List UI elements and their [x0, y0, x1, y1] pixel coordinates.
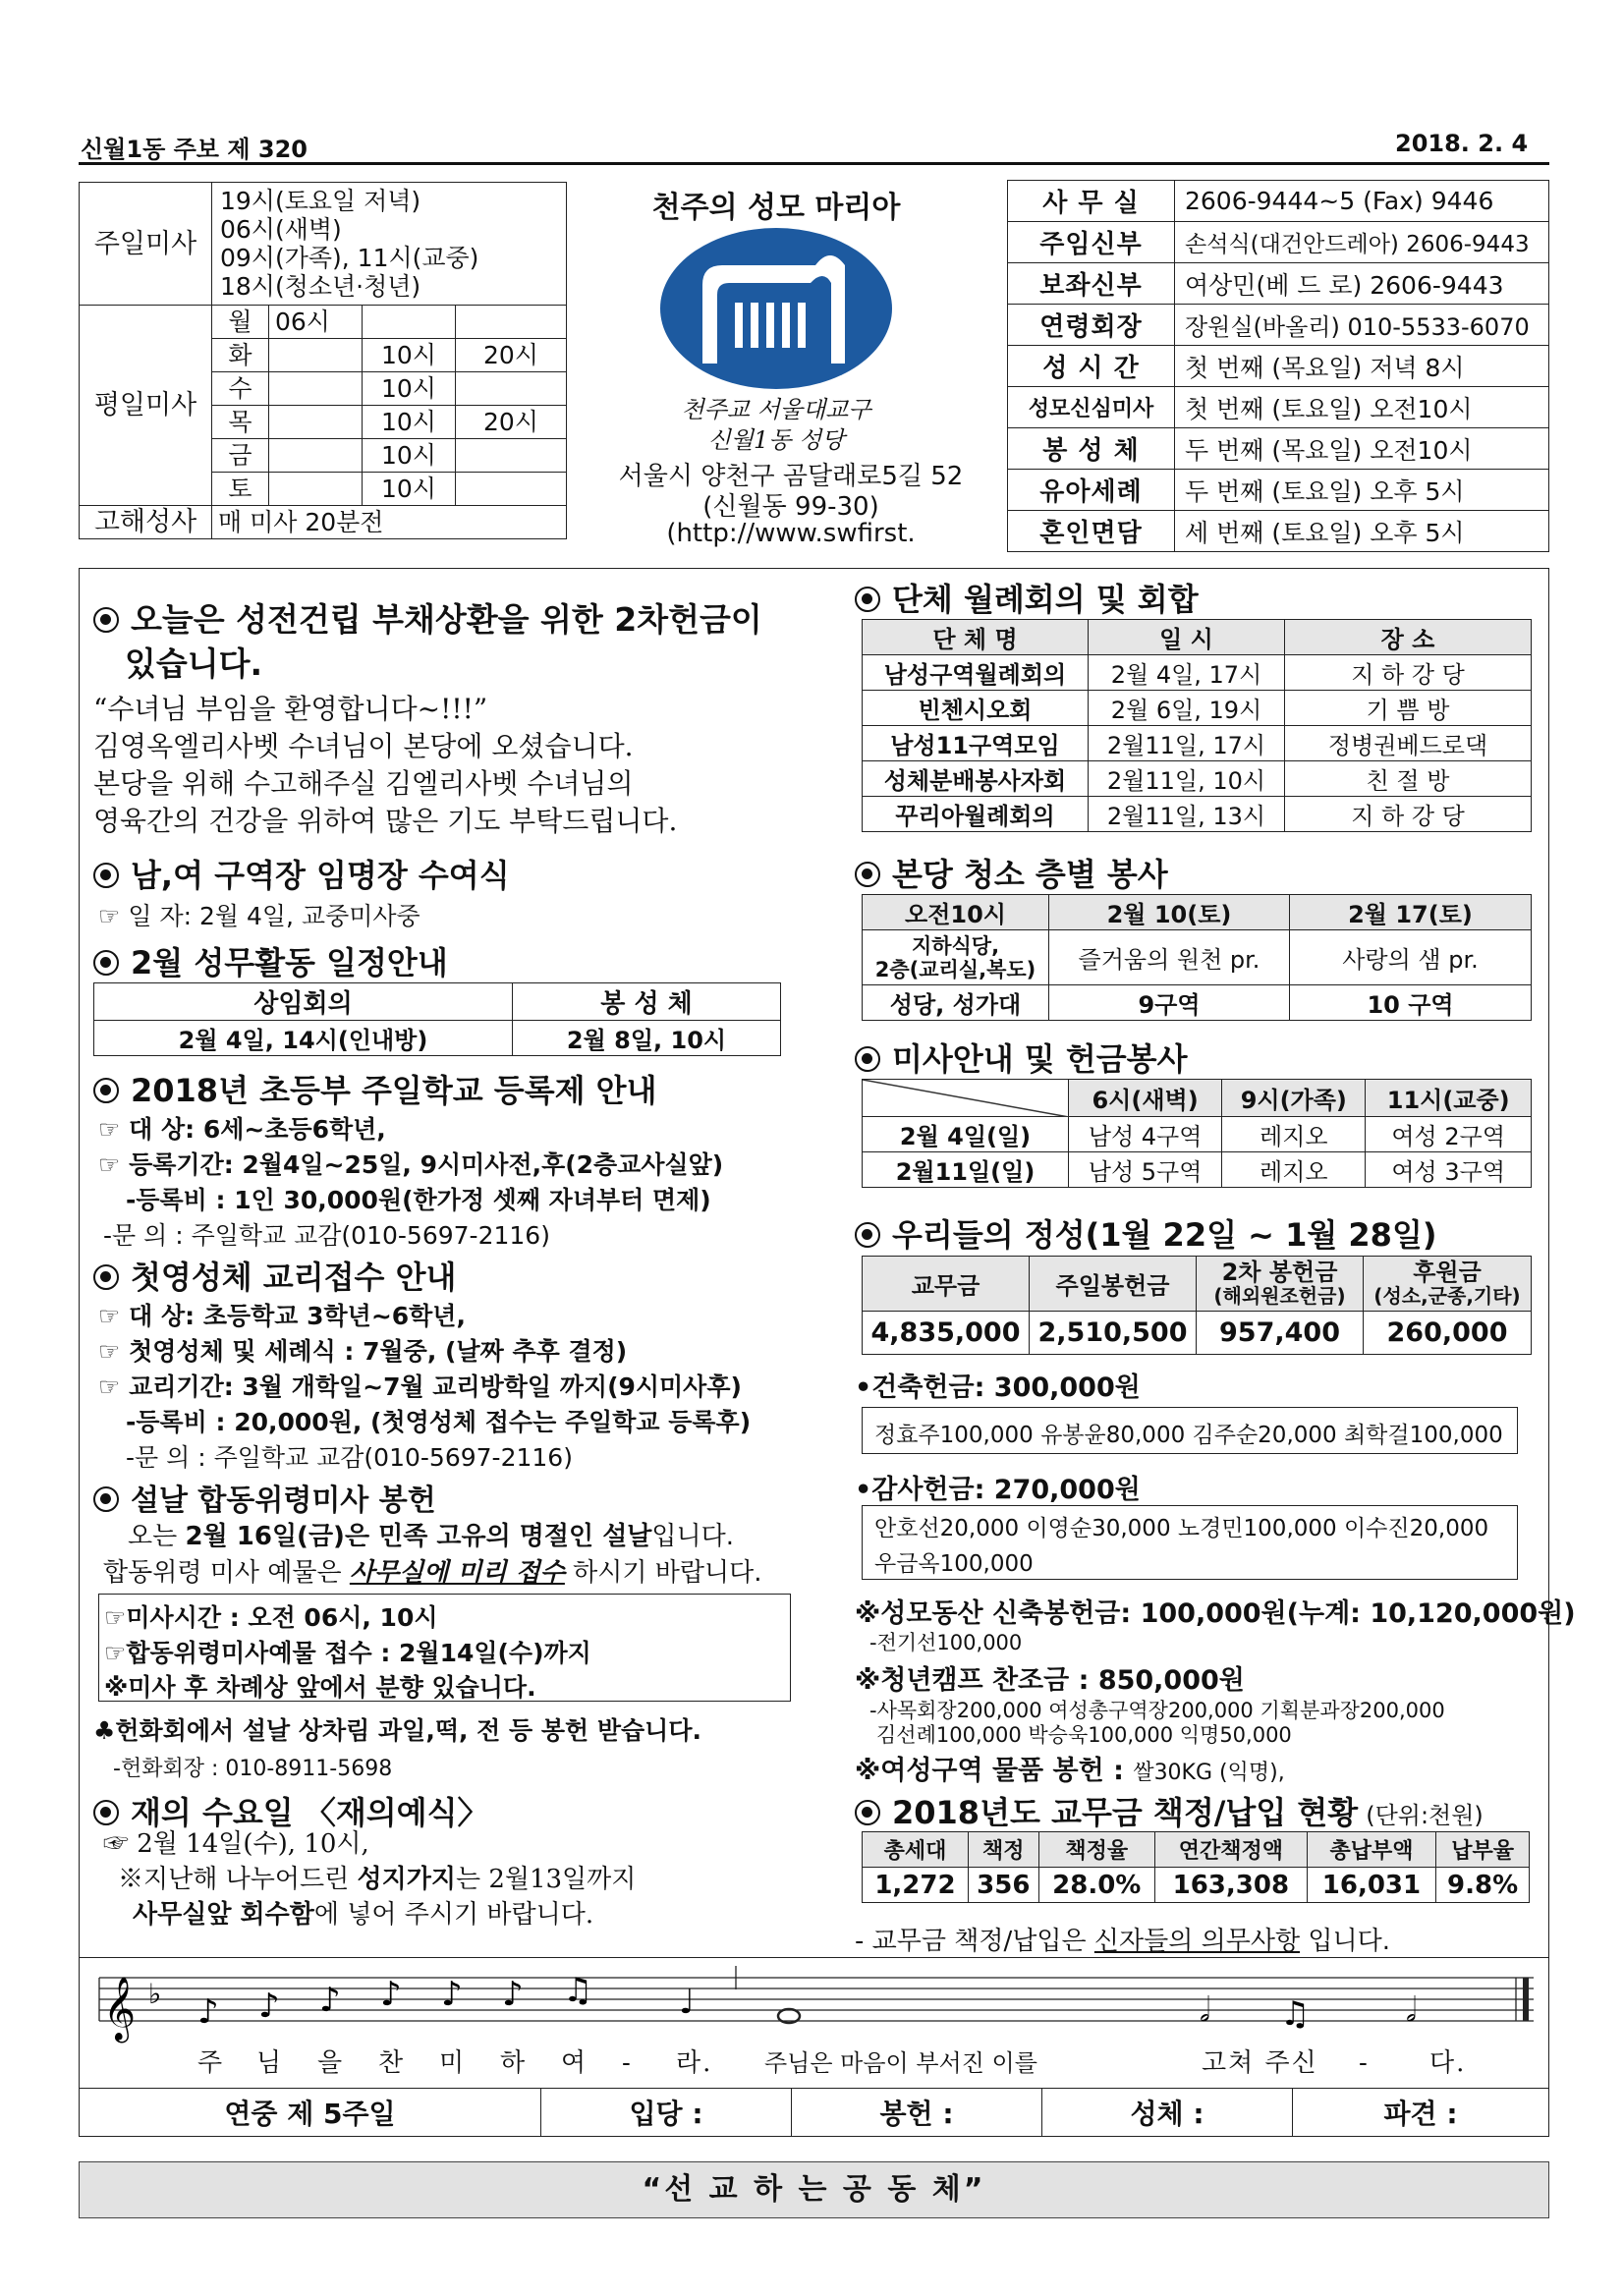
mass-time-header: 6시(새벽) — [1069, 1080, 1222, 1117]
communion-line: ☞ 첫영성체 및 세례식 : 7월중, (날짜 추후 결정) — [98, 1337, 628, 1366]
offering-value: 2,510,500 — [1030, 1312, 1197, 1355]
weekday-time — [456, 473, 567, 506]
cleaning-area-line: 2층(교리실,복도) — [874, 957, 1036, 981]
mass-offering-table — [862, 1079, 1532, 1188]
weekday-time — [456, 439, 567, 473]
offering-header — [1197, 1257, 1364, 1312]
thanks-offering-box — [862, 1505, 1518, 1580]
offering-header-line: 2차 봉헌금 — [1221, 1258, 1338, 1286]
dues-value: 28.0% — [1038, 1868, 1154, 1903]
offering-header — [1364, 1257, 1532, 1312]
info-value: 첫 번째 (목요일) 저녁 8시 — [1175, 346, 1549, 387]
note-icon: ♪ — [380, 1975, 402, 2014]
communion-line: ☞ 교리기간: 3월 개학일~7월 교리방학일 까지(9시미사후) — [98, 1372, 742, 1401]
ash-text-bold: 사무실앞 회수함 — [133, 1900, 314, 1930]
meeting-time: 2월 4일, 17시 — [1089, 655, 1285, 691]
lyric: 찬 — [378, 2048, 406, 2078]
lunar-line — [103, 1552, 762, 1589]
bullet-icon — [93, 1264, 119, 1290]
church-seal-line2: 신월1동 성당 — [707, 426, 845, 454]
header-divider — [79, 162, 1549, 165]
meeting-place: 지 하 강 당 — [1285, 797, 1532, 832]
weekday-time — [269, 372, 363, 406]
building-fund-box — [862, 1407, 1518, 1454]
lyric: 여 — [561, 2048, 588, 2078]
lunar-text-bold: 2월 16일(금)은 민족 고유의 명절인 설날 — [185, 1522, 652, 1551]
welcome-line: 영육간의 건강을 위하여 많은 기도 부탁드립니다. — [93, 805, 678, 837]
treble-clef-icon: 𝄞 — [103, 1977, 137, 2041]
confession-label: 고해성사 — [80, 506, 212, 539]
cleaning-team: 9구역 — [1049, 985, 1290, 1021]
mass-time-header: 11시(교중) — [1366, 1080, 1532, 1117]
cleaning-area — [863, 930, 1049, 985]
ash-text: 에 넣어 주시기 바랍니다. — [313, 1900, 594, 1930]
ash-line: ☞ 2월 14일(수), 10시, — [103, 1829, 369, 1859]
sunday-school-line: ☞ 대 상: 6세~초등6학년, — [98, 1115, 386, 1144]
youth-camp-names: 김선례100,000 박승욱100,000 익명50,000 — [876, 1723, 1292, 1747]
note-icon: 𝅗𝅥 — [1200, 1990, 1210, 2030]
offering-header-line: (성소,군종,기타) — [1373, 1283, 1521, 1308]
lyric: 주 — [197, 2048, 225, 2078]
weekday-day: 수 — [212, 372, 269, 406]
meeting-header: 일 시 — [1089, 620, 1285, 655]
note-icon: ♪ — [441, 1975, 463, 2014]
meeting-header: 장 소 — [1285, 620, 1532, 655]
lyric: - — [622, 2048, 633, 2078]
sunday-time: 06시(새벽) — [220, 215, 342, 244]
contact-info-table — [1007, 180, 1549, 552]
section-title-group-meetings — [855, 575, 1199, 620]
meeting-place: 정병권베드로댁 — [1285, 726, 1532, 761]
weekday-mass-label: 평일미사 — [80, 306, 212, 506]
lunar-notice-box — [98, 1594, 791, 1702]
bullet-icon — [855, 1800, 880, 1825]
sunday-mass-label: 주일미사 — [80, 183, 212, 306]
offering-value: 4,835,000 — [863, 1312, 1030, 1355]
mass-date: 2월 4일(일) — [863, 1117, 1069, 1152]
weekday-time — [456, 372, 567, 406]
section-title-dues-status — [855, 1788, 1484, 1833]
meeting-group: 빈첸시오회 — [863, 691, 1089, 726]
meeting-time: 2월11일, 13시 — [1089, 797, 1285, 832]
building-fund-title: •건축헌금: 300,000원 — [855, 1372, 1141, 1403]
section-title-text: 오늘은 성전건립 부채상환을 위한 2차헌금이 — [131, 600, 762, 639]
church-logo — [658, 226, 894, 391]
section-title-appointment — [93, 851, 510, 896]
bullet-icon — [855, 1222, 880, 1248]
recessional-hymn: 파견 : — [1293, 2089, 1549, 2137]
welcome-line: 김영옥엘리사벳 수녀님이 본당에 오셨습니다. — [93, 730, 634, 762]
dues-note — [855, 1921, 1390, 1957]
dues-header: 총세대 — [863, 1832, 969, 1868]
info-value: 2606-9444~5 (Fax) 9446 — [1175, 181, 1549, 222]
weekday-time: 20시 — [456, 339, 567, 372]
lunar-text: 하시기 바랍니다. — [564, 1558, 762, 1588]
lunar-text: 합동위령 미사 예물은 — [103, 1558, 350, 1588]
note-icon: ♪ — [258, 1987, 280, 2026]
church-address: 서울시 양천구 곰달래로5길 52 — [618, 462, 964, 491]
meeting-group: 남성11구역모임 — [863, 726, 1089, 761]
info-label: 연령회장 — [1008, 305, 1175, 346]
ash-text: 는 2월13일까지 — [455, 1865, 637, 1894]
weekday-time: 20시 — [456, 406, 567, 439]
info-value: 두 번째 (토요일) 오후 5시 — [1175, 470, 1549, 511]
dues-value: 9.8% — [1436, 1868, 1530, 1903]
sunday-time: 18시(청소년·청년) — [220, 272, 421, 301]
cleaning-header: 2월 10(토) — [1049, 895, 1290, 930]
youth-camp-title: ※청년캠프 찬조금 : 850,000원 — [855, 1665, 1245, 1696]
info-label: 보좌신부 — [1008, 263, 1175, 305]
section-title-offerings — [855, 1210, 1436, 1256]
section-title-continued: 있습니다. — [125, 644, 263, 683]
meeting-time: 2월11일, 10시 — [1089, 761, 1285, 797]
bullet-icon — [855, 1046, 880, 1072]
mass-date: 2월11일(일) — [863, 1152, 1069, 1188]
meeting-header: 단 체 명 — [863, 620, 1089, 655]
note-icon: ♫ — [563, 1971, 593, 2010]
bullet-icon — [93, 1486, 119, 1512]
dues-note-text: 입니다. — [1300, 1927, 1390, 1956]
youth-camp-names: -사목회장200,000 여성총구역장200,000 기획분과장200,000 — [869, 1699, 1445, 1722]
lyric: - — [1359, 2048, 1370, 2078]
section-title-text: 미사안내 및 헌금봉사 — [892, 1040, 1188, 1078]
women-donation-title: ※여성구역 물품 봉헌 : — [855, 1756, 1134, 1786]
weekday-time: 10시 — [363, 406, 456, 439]
sunday-time: 19시(토요일 저녁) — [220, 187, 421, 215]
lyric: 하 — [500, 2048, 528, 2078]
meeting-place: 친 절 방 — [1285, 761, 1532, 797]
church-title: 천주의 성모 마리아 — [651, 191, 901, 225]
weekday-day: 월 — [212, 306, 269, 339]
dues-unit: (단위:천원) — [1366, 1802, 1484, 1829]
mass-time-header: 9시(가족) — [1222, 1080, 1366, 1117]
section-title-text: 2018년 초등부 주일학교 등록제 안내 — [131, 1072, 657, 1109]
note-icon: 𝅗𝅥 — [1406, 1990, 1417, 2030]
lunar-text: 오는 — [128, 1522, 186, 1551]
section-title-text: 단체 월례회의 및 회합 — [892, 581, 1199, 618]
lunar-text-emphasis: 사무실에 미리 접수 — [349, 1558, 565, 1588]
women-donation — [855, 1749, 1285, 1787]
lyric: 라. — [676, 2048, 713, 2078]
info-label: 사 무 실 — [1008, 181, 1175, 222]
meeting-time: 2월 6일, 19시 — [1089, 691, 1285, 726]
communion-line: -문 의 : 주일학교 교감(010-5697-2116) — [126, 1443, 573, 1472]
liturgical-week: 연중 제 5주일 — [80, 2089, 541, 2137]
offering-team: 여성 2구역 — [1366, 1117, 1532, 1152]
confession-value: 매 미사 20분전 — [212, 506, 567, 539]
welcome-quote: “수녀님 부임을 환영합니다~!!!” — [93, 693, 488, 725]
offering-header: 교무금 — [863, 1257, 1030, 1312]
dues-value: 356 — [968, 1868, 1038, 1903]
dues-value: 1,272 — [863, 1868, 969, 1903]
flower-committee-phone: -헌화회장 : 010-8911-5698 — [113, 1757, 393, 1781]
bullet-icon — [855, 587, 880, 612]
info-value: 여상민(베 드 로) 2606-9443 — [1175, 263, 1549, 305]
women-donation-detail: 쌀30KG (익명), — [1133, 1761, 1285, 1785]
lunar-box-line: ☞합동위령미사예물 접수 : 2월14일(수)까지 — [104, 1639, 591, 1667]
ash-text-bold: 성지가지 — [357, 1865, 456, 1894]
dues-note-emphasis: 신자들의 의무사항 — [1093, 1927, 1301, 1956]
thanks-names: 우금옥100,000 — [874, 1551, 1034, 1577]
thanks-offering-title: •감사헌금: 270,000원 — [855, 1475, 1141, 1505]
section-title-text: 2월 성무활동 일정안내 — [131, 944, 448, 981]
schedule-header: 상임회의 — [94, 983, 513, 1021]
meeting-time: 2월11일, 17시 — [1089, 726, 1285, 761]
weekday-day: 목 — [212, 406, 269, 439]
weekday-time — [363, 306, 456, 339]
section-title-text: 재의 수요일 〈재의예식〉 — [131, 1794, 489, 1831]
communion-line: -등록비 : 20,000원, (첫영성체 접수는 주일학교 등록후) — [126, 1408, 752, 1436]
offering-team: 남성 4구역 — [1069, 1117, 1222, 1152]
section-title-text: 첫영성체 교리접수 안내 — [131, 1259, 457, 1296]
section-title-february-schedule — [93, 938, 448, 983]
communion-hymn: 성체 : — [1042, 2089, 1293, 2137]
cleaning-team: 즐거움의 원천 pr. — [1049, 930, 1290, 985]
weekday-time — [269, 473, 363, 506]
church-address-2: (신월동 99-30) — [702, 492, 879, 522]
church-seal-line1: 천주교 서울대교구 — [681, 396, 871, 423]
offering-team: 여성 3구역 — [1366, 1152, 1532, 1188]
section-title-text: 우리들의 정성(1월 22일 ~ 1월 28일) — [892, 1216, 1437, 1254]
bullet-icon — [93, 1800, 119, 1825]
church-url[interactable]: (http://www.swfirst. — [666, 519, 916, 548]
dues-header: 연간책정액 — [1154, 1832, 1307, 1868]
meeting-group: 성체분배봉사자회 — [863, 761, 1089, 797]
lyric: 고쳐 주신 — [1202, 2048, 1318, 2078]
sunday-mass-times — [212, 183, 567, 306]
section-title-first-communion — [93, 1253, 456, 1298]
section-title-text: 남,여 구역장 임명장 수여식 — [131, 857, 510, 894]
cleaning-header: 2월 17(토) — [1290, 895, 1532, 930]
offering-value: 260,000 — [1364, 1312, 1532, 1355]
mary-garden-names: -전기선100,000 — [869, 1631, 1023, 1654]
offering-header: 주일봉헌금 — [1030, 1257, 1197, 1312]
cleaning-team: 사랑의 샘 pr. — [1290, 930, 1532, 985]
sunday-school-line: -문 의 : 주일학교 교감(010-5697-2116) — [103, 1221, 550, 1250]
schedule-header: 봉 성 체 — [513, 983, 781, 1021]
weekday-time: 10시 — [363, 372, 456, 406]
offering-header-line: (해외원조헌금) — [1213, 1283, 1346, 1308]
flat-icon: ♭ — [148, 1978, 162, 2010]
building-fund-names: 정효주100,000 유봉윤80,000 김주순20,000 최학걸100,000 — [874, 1423, 1503, 1448]
cleaning-area-line: 지하식당, — [911, 933, 1000, 958]
sunday-school-line: -등록비 : 1인 30,000원(한가정 셋째 자녀부터 면제) — [126, 1186, 711, 1214]
lyric: 님 — [256, 2048, 284, 2078]
mary-garden-title: ※성모동산 신축봉헌금: 100,000원(누계: 10,120,000원) — [855, 1598, 1576, 1629]
meeting-group: 남성구역월례회의 — [863, 655, 1089, 691]
music-score-frame — [79, 1958, 1549, 2089]
offering-team: 레지오 — [1222, 1152, 1366, 1188]
weekday-time: 06시 — [269, 306, 363, 339]
cleaning-header: 오전10시 — [863, 895, 1049, 930]
dues-header: 총납부액 — [1307, 1832, 1435, 1868]
info-label: 혼인면담 — [1008, 511, 1175, 552]
flower-committee-line: ♣헌화회에서 설날 상차림 과일,떡, 전 등 봉헌 받습니다. — [93, 1716, 701, 1745]
sunday-school-line: ☞ 등록기간: 2월4일~25일, 9시미사전,후(2층교사실앞) — [98, 1150, 724, 1179]
info-value: 장원실(바올리) 010-5533-6070 — [1175, 305, 1549, 346]
cleaning-area: 성당, 성가대 — [863, 985, 1049, 1021]
info-label: 성모신심미사 — [1008, 387, 1175, 428]
info-value: 두 번째 (목요일) 오전10시 — [1175, 428, 1549, 470]
dues-header: 납부율 — [1436, 1832, 1530, 1868]
info-value: 손석식(대건안드레아) 2606-9443 — [1175, 222, 1549, 263]
weekday-time — [269, 439, 363, 473]
lyric: 을 — [317, 2048, 345, 2078]
weekday-time — [269, 339, 363, 372]
communion-line: ☞ 대 상: 초등학교 3학년~6학년, — [98, 1302, 466, 1330]
offering-team: 남성 5구역 — [1069, 1152, 1222, 1188]
info-label: 유아세례 — [1008, 470, 1175, 511]
weekday-time: 10시 — [363, 473, 456, 506]
weekday-time — [456, 306, 567, 339]
entrance-hymn: 입당 : — [541, 2089, 792, 2137]
hymn-lyrics — [197, 2043, 1466, 2079]
cleaning-table — [862, 894, 1532, 1021]
section-title-second-collection — [93, 594, 762, 641]
bullet-icon — [93, 1078, 119, 1103]
lunar-box-line: ※미사 후 차례상 앞에서 분향 있습니다. — [104, 1673, 536, 1702]
hymn-number-table — [79, 2088, 1549, 2137]
weekday-day: 화 — [212, 339, 269, 372]
dues-value: 16,031 — [1307, 1868, 1435, 1903]
dues-value: 163,308 — [1154, 1868, 1307, 1903]
meeting-group: 꾸리아월례회의 — [863, 797, 1089, 832]
lyric: 미 — [439, 2048, 467, 2078]
note-icon: ♪ — [197, 1992, 219, 2032]
dues-table — [862, 1831, 1530, 1903]
group-meetings-table — [862, 619, 1532, 832]
weekday-day: 금 — [212, 439, 269, 473]
info-value: 첫 번째 (토요일) 오전10시 — [1175, 387, 1549, 428]
meeting-place: 기 쁨 방 — [1285, 691, 1532, 726]
diagonal-line — [863, 1080, 1069, 1117]
lunar-box-line: ☞미사시간 : 오전 06시, 10시 — [104, 1603, 438, 1632]
lunar-line — [128, 1516, 734, 1552]
info-label: 성 시 간 — [1008, 346, 1175, 387]
section-title-text: 2018년도 교무금 책정/납입 현황 — [892, 1794, 1359, 1831]
info-value: 세 번째 (토요일) 오후 5시 — [1175, 511, 1549, 552]
offertory-hymn: 봉헌 : — [792, 2089, 1042, 2137]
dues-header: 책정율 — [1038, 1832, 1154, 1868]
ash-text: ※지난해 나누어드린 — [118, 1865, 358, 1894]
bullet-icon — [93, 863, 119, 888]
note-icon: ♫ — [1280, 1994, 1311, 2034]
weekday-time — [269, 406, 363, 439]
note-icon: ♩ — [679, 1983, 696, 2022]
weekday-time: 10시 — [363, 439, 456, 473]
lyric: 다. — [1429, 2048, 1467, 2078]
section-title-text: 본당 청소 층별 봉사 — [892, 856, 1168, 893]
section-title-text: 설날 합동위령미사 봉헌 — [131, 1484, 436, 1518]
section-title-lunar-new-year — [93, 1476, 436, 1519]
motto-banner — [79, 2161, 1549, 2218]
schedule-value: 2월 4일, 14시(인내방) — [94, 1021, 513, 1056]
meeting-place: 지 하 강 당 — [1285, 655, 1532, 691]
cleaning-team: 10 구역 — [1290, 985, 1532, 1021]
info-label: 주임신부 — [1008, 222, 1175, 263]
bullet-icon — [855, 862, 880, 887]
bullet-icon — [93, 950, 119, 976]
diagonal-cell — [863, 1080, 1069, 1117]
dues-header: 책정 — [968, 1832, 1038, 1868]
ash-line — [118, 1859, 636, 1895]
section-title-mass-guide — [855, 1035, 1188, 1080]
note-icon: ♪ — [502, 1975, 524, 2014]
offering-team: 레지오 — [1222, 1117, 1366, 1152]
bullet-icon — [93, 607, 119, 633]
info-label: 봉 성 체 — [1008, 428, 1175, 470]
note-icon: ♪ — [319, 1981, 341, 2020]
ash-line — [133, 1894, 593, 1931]
appointment-date: ☞ 일 자: 2월 4일, 교중미사중 — [98, 902, 420, 930]
lunar-text: 입니다. — [651, 1522, 735, 1551]
weekday-time: 10시 — [363, 339, 456, 372]
section-title-cleaning-service — [855, 850, 1168, 895]
welcome-line: 본당을 위해 수고해주실 김엘리사벳 수녀님의 — [93, 767, 634, 800]
dues-note-text: - 교무금 책정/납입은 — [855, 1927, 1094, 1956]
bulletin-number: 신월1동 주보 제 320 — [81, 136, 308, 163]
offering-value: 957,400 — [1197, 1312, 1364, 1355]
bulletin-date: 2018. 2. 4 — [1395, 130, 1529, 157]
thanks-names: 안호선20,000 이영순30,000 노경민100,000 이수진20,000 — [874, 1516, 1489, 1541]
weekday-day: 토 — [212, 473, 269, 506]
motto-text: “선 교 하 는 공 동 체” — [642, 2172, 986, 2207]
offerings-table — [862, 1256, 1532, 1355]
lyric: 주님은 마음이 부서진 이를 — [764, 2049, 1037, 2077]
section-title-sunday-school — [93, 1066, 656, 1111]
offering-header-line: 후원금 — [1413, 1258, 1482, 1286]
mass-schedule-table — [79, 182, 567, 539]
february-schedule-table — [93, 982, 781, 1056]
sunday-time: 09시(가족), 11시(교중) — [220, 244, 479, 272]
schedule-value: 2월 8일, 10시 — [513, 1021, 781, 1056]
